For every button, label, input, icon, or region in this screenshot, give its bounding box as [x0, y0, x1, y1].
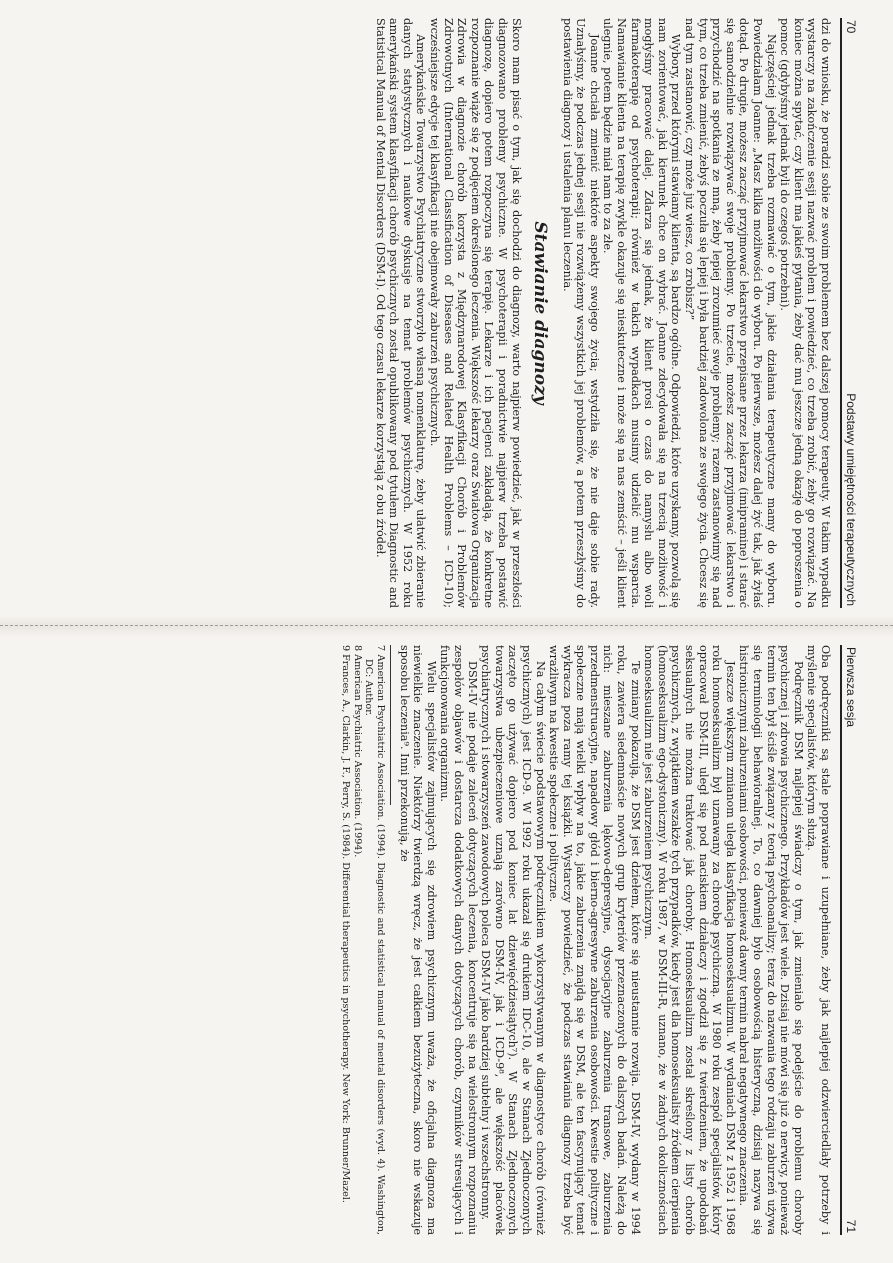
footnote: 9 Frances, A., Clarkin, J. F., Perry, S. (1984). Differential therapeutics in psychotherapy. New York: Brunner/Mazel.: [340, 645, 352, 1203]
footnote-rule: [390, 645, 391, 805]
right-running-header: Pierwsza sesja: [844, 647, 858, 728]
right-page: [62, 645, 862, 1235]
paragraph: Amerykańskie Towarzystwo Psychiatryczne stworzyło własną nomenklaturę, żeby ułatwić zbieranie danych statystycznych i naukowe dyskusje na temat problemów psychicznych. W 1952 roku amerykański system klasyfikacji chorób psychicznych został opublikowany pod tytułem Diagnostic and Statistical Manual of Mental Disorders (DSM-I). Od tego czasu lekarze korzystają z obu źródeł.: [373, 18, 428, 608]
footnote: 8 American Psychiatric Association. (1994).: [351, 645, 363, 858]
footnote: 7 American Psychiatric Association. (1994). Diagnostic and statistical manual of mental disorders (wyd. 4). Washington, DC: Author.: [363, 645, 386, 1235]
fold-line: [0, 625, 893, 626]
paragraph: Wybory, przed którymi stawiamy klienta, są bardzo ogólne. Odpowiedzi, które uzyskamy, pozwolą się nam zorientować, jaki kierunek chce on wybrać. Joanne zdecydowała się na trzecią możliwość i mogłyśmy pracować dalej. Zdarza się jednak, że klient prosi o czas do namysłu albo woli farmakoterapię od psychoterapii; również w takich wypadkach musimy udzielić mu wsparcia. Namawianie klienta na terapię zwykle okazuje się nieskuteczne i może się na nas zemścić – jeśli klient ulegnie, potem będzie miał nam to za złe.: [601, 18, 683, 608]
paragraph: dzi do wniosku, że poradzi sobie ze swoim problemem bez dalszej pomocy terapeuty. W takim wypadku wystarczy na zakończenie sesji nazwać problem i powiedzieć, co trzeba zrobić, żeby go rozwiązać. Na koniec można spytać, czy klient ma jakieś pytania, żeby dać mu jeszcze jedną okazję do poproszenia o pomoc (gdybyśmy jednak byli do czegoś potrzebni).: [778, 18, 832, 608]
page-gutter: [0, 615, 893, 637]
paragraph: DSM-IV nie podaje zaleceń dotyczących leczenia, koncentruje się na wielostronnym rozpoznaniu zespołów objawów i dostarcza dodatkowych danych dotyczących chorób, czynników stresujących i funkcjonowania organizmu.: [438, 645, 479, 1235]
paragraph: Wielu specjalistów zajmujących się zdrowiem psychicznym uważa, że oficjalna diagnoza ma niewielkie znaczenie. Niektórzy twierdzą wręcz, że jest całkiem bezużyteczna, skoro nie wskazuje sposobu leczenia⁹. Inni przekonują, że: [397, 645, 438, 1235]
left-running-header: Podstawy umiejętności terapeutycznych: [844, 393, 858, 606]
paragraph: Skoro mam pisać o tym, jak się dochodzi do diagnozy, warto najpierw powiedzieć, jak w przeszłości diagnozowano problemy psychiczne. W psychoterapii i poradnictwie najpierw trzeba postawić diagnozę, dopiero potem rozpoczyna się terapię. Lekarze i ich pacjenci zakładają, że konkretne rozpoznanie wiąże się z podjęciem określonego leczenia. Większość lekarzy oraz Światowa Organizacja Zdrowia w diagnozie chorób korzysta z Międzynarodowej Klasyfikacji Chorób i Problemów Zdrowotnych (International Classification of Diseases and Related Health Problems – ICD-10); wcześniejsze edycje tej klasyfikacji nie obejmowały zaburzeń psychicznych.: [427, 18, 523, 608]
paragraph: Jeszcze większym zmianom uległa klasyfikacja homoseksualizmu. W wydaniach DSM z 1952 i 1968 roku homoseksualizm był uznawany za chorobę psychiczną. W 1980 roku zespół specjalistów, który opracował DSM-III, uległ się pod naciskiem działaczy i zgodził się z twierdzeniem, że upodobań seksualnych nie można traktować jak choroby. Homoseksualizm został skreślony z listy chorób psychicznych, z wyjątkiem wszakże tych przypadków, kiedy jest dla homoseksualisty źródłem cierpienia (homoseksualizm ego-dystoniczny). W roku 1987, w DSM-III-R, uznano, że w żadnych okolicznościach homoseksualizm nie jest zaburzeniem psychicznym.: [642, 645, 737, 1235]
left-page-body: [373, 18, 832, 608]
paragraph: Na całym świecie podstawowym podręcznikiem wykorzystywanym w diagnostyce chorób (również psychicznych) jest ICD-9. W 1992 roku ukazał się drukiem IDC-10, ale w Stanach Zjednoczonych zaczęto go używać dopiero pod koniec lat dziewięćdziesiątych⁷). W Stanach Zjednoczonych towarzystwa ubezpieczeniowe uznają zarówno DSM-IV, jak i ICD-9⁸, ale większość placówek psychiatrycznych i stowarzyszeń zawodowych poleca DSM-IV jako bardziej subtelny i wszechstronny.: [479, 645, 547, 1235]
paragraph: Te zmiany pokazują, że DSM jest dziełem, które się nieustannie rozwija. DSM-IV, wydany w 1994 roku, zawiera siedemnaście nowych grup kryteriów przeznaczonych do dalszych badań. Należą do nich: mieszane zaburzenia lękowo-depresyjne, dysocjacyjne zaburzenia transowe, zaburzenia przedmenstruacyjne, napadowy głód i bierno-agresywne zaburzenia osobowości. Kwestie polityczne i społeczne mają wielki wpływ na to, jakie zaburzenia znajdą się w DSM, ale ten fascynujący temat wykracza poza ramy tej książki. Wystarczy powiedzieć, że podczas stawiania diagnozy trzeba być wrażliwym na kwestie społeczne i polityczne.: [547, 645, 642, 1235]
section-title: Stawianie diagnozy: [530, 221, 551, 405]
paragraph: Joanne chciała zmienić niektóre aspekty swojego życia; wstydziła się, że nie daje sobie rady. Uznałyśmy, że podczas jednej sesji nie rozwiążemy wszystkich jej problemów, a potem przeszłyśmy do postawienia diagnozy i ustalenia planu leczenia.: [560, 18, 601, 608]
paragraph: Oba podręczniki są stale poprawiane i uzupełniane, żeby jak najlepiej odzwierciedlały potrzeby i myślenie specjalistów, którym służą.: [805, 645, 832, 1235]
right-page-body: [340, 645, 832, 1235]
left-page-number: 70: [844, 20, 858, 34]
left-page-header: [840, 18, 862, 608]
right-page-number: 71: [844, 1219, 858, 1233]
footnotes: [340, 645, 386, 1235]
paragraph: Podręcznik DSM najlepiej świadczy o tym, jak zmieniało się podejście do problemu choroby psychicznej i zdrowia psychicznego. Przykładów jest wiele. Dzisiaj nie mówi się już o nerwicy, ponieważ termin ten był ściśle związany z teorią psychoanalizy; teraz do nazwania tego rodzaju zaburzeń używa się terminologii behawioralnej. To, co dawniej było osobowością histeryczną, dzisiaj nazywa się histrionicznymi zaburzeniami osobowości, ponieważ dawny termin nabrał negatywnego znaczenia.: [737, 645, 805, 1235]
paragraph: Najczęściej jednak trzeba rozmawiać o tym, jakie działania terapeutyczne mamy do wyboru. Powiedziałam Joanne: „Masz kilka możliwości do wyboru. Po pierwsze, możesz dalej żyć tak, jak żyłaś dotąd. Po drugie, możesz zacząć przyjmować lekarstwo przepisane przez lekarza (imipramine) i starać się samodzielnie rozwiązywać swoje problemy. Po trzecie, możesz zacząć przyjmować lekarstwo i przychodzić na spotkania ze mną, żeby lepiej zrozumieć swoje problemy; razem zastanowimy się nad tym, co trzeba zmienić, żebyś poczuła się lepiej i była bardziej zadowolona ze swojego życia. Chcesz się nad tym zastanowić, czy może już wiesz, co zrobisz?”: [683, 18, 778, 608]
left-page: [62, 18, 862, 608]
right-page-header: [840, 645, 862, 1235]
